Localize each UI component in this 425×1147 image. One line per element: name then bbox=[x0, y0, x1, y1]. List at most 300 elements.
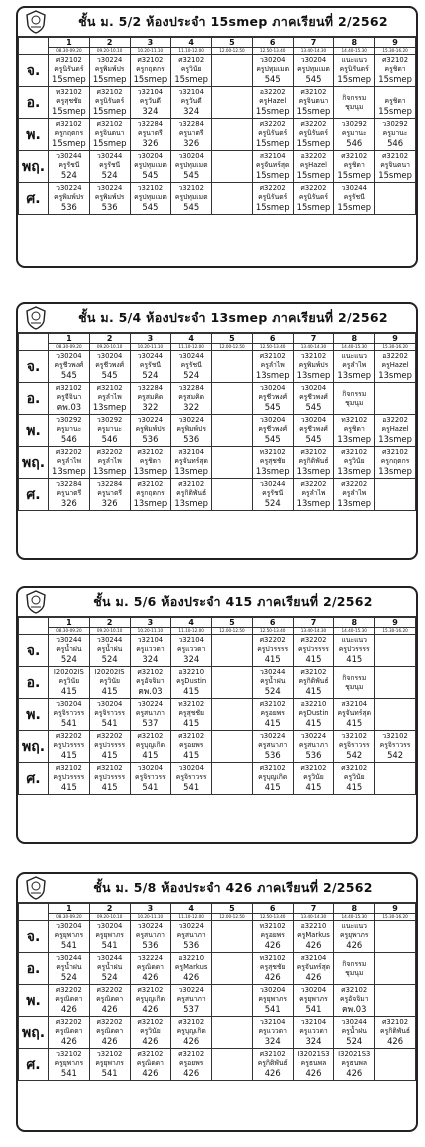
subject-code: ว30244 bbox=[96, 954, 123, 962]
period-number: 6 bbox=[252, 904, 293, 914]
teacher-name: ครูนิรันดร์ bbox=[95, 97, 125, 105]
day-label: พ. bbox=[19, 119, 49, 151]
day-label: จ. bbox=[19, 635, 49, 667]
room-number: 15smep bbox=[296, 170, 331, 180]
room-number: 524 bbox=[101, 972, 118, 982]
subject-code: ศ32102 bbox=[96, 764, 123, 772]
subject-code: ว32104 bbox=[178, 88, 204, 96]
room-number: 541 bbox=[183, 782, 200, 792]
school-logo-icon bbox=[24, 306, 48, 330]
timetable-title: ชั้น ม. 5/8 ห้องประจำ 426 ภาคเรียนที่ 2/2562 bbox=[93, 880, 373, 895]
room-number: 326 bbox=[142, 138, 159, 148]
room-number: 324 bbox=[183, 654, 200, 664]
class-slot bbox=[171, 415, 212, 447]
teacher-name: ครูอยพร bbox=[260, 709, 285, 717]
subject-code: ว32224 bbox=[137, 954, 164, 962]
subject-code: ส32104 bbox=[300, 954, 327, 962]
room-number: 541 bbox=[142, 782, 159, 792]
teacher-name: ครูลำไพ bbox=[56, 457, 81, 465]
class-slot bbox=[89, 151, 130, 183]
subject-code: แนะแนว bbox=[341, 636, 367, 644]
subject-code: ศ32202 bbox=[300, 636, 327, 644]
day-label: จ. bbox=[19, 351, 49, 383]
room-number: 536 bbox=[142, 434, 159, 444]
teacher-name: ครูวันดี bbox=[139, 97, 161, 105]
teacher-name: ครูปวรรรร bbox=[338, 645, 370, 653]
room-number: 524 bbox=[101, 654, 118, 664]
class-slot bbox=[212, 119, 253, 151]
teacher-name: ครูแววดา bbox=[176, 645, 206, 653]
subject-code: ศ32102 bbox=[259, 764, 286, 772]
subject-code: แนะแนว bbox=[341, 352, 367, 360]
subject-code: ศ32202 bbox=[96, 986, 123, 994]
teacher-name: ครูปวรรรร bbox=[53, 773, 85, 781]
subject-code: ว30204 bbox=[259, 384, 286, 392]
room-number: 15smep bbox=[296, 106, 331, 116]
timetable-card bbox=[16, 586, 418, 844]
room-number: 426 bbox=[346, 940, 363, 950]
period-time: 13.40-14.30 bbox=[293, 914, 334, 921]
period-number: 5 bbox=[212, 904, 253, 914]
class-slot bbox=[49, 1049, 90, 1081]
teacher-name: ชุมนุม bbox=[345, 968, 364, 977]
teacher-name: ครูปทุมเมต bbox=[174, 161, 208, 169]
corner-cell bbox=[19, 334, 49, 351]
teacher-name: ครูลำไพ bbox=[97, 393, 122, 401]
room-number: 13smep bbox=[133, 466, 168, 476]
teacher-name: ครูนาตรี bbox=[138, 129, 163, 137]
period-number: 1 bbox=[49, 904, 90, 914]
class-slot bbox=[130, 119, 171, 151]
period-time: 08.30-09.20 bbox=[49, 628, 90, 635]
subject-code: ว30204 bbox=[137, 152, 164, 160]
class-slot bbox=[89, 985, 130, 1017]
class-slot bbox=[293, 1017, 334, 1049]
room-number: 426 bbox=[183, 1068, 200, 1078]
class-slot bbox=[212, 921, 253, 953]
teacher-name: ครูรัชนี bbox=[139, 361, 161, 369]
period-time-row bbox=[19, 344, 416, 351]
subject-code: ศ32102 bbox=[137, 1018, 164, 1026]
day-row bbox=[19, 383, 416, 415]
teacher-name: ครูนิรันดร์ bbox=[339, 65, 369, 73]
class-slot bbox=[212, 1049, 253, 1081]
subject-code: ว30292 bbox=[341, 120, 367, 128]
class-slot bbox=[130, 667, 171, 699]
class-slot bbox=[171, 479, 212, 511]
subject-code: ท32102 bbox=[259, 954, 286, 962]
subject-code: ว32102 bbox=[137, 184, 164, 192]
class-slot bbox=[293, 953, 334, 985]
subject-code: ว30204 bbox=[137, 764, 164, 772]
subject-code: อ32202 bbox=[382, 352, 408, 360]
period-number: 6 bbox=[252, 38, 293, 48]
teacher-name: ครูนาตรี bbox=[178, 129, 204, 137]
class-slot bbox=[293, 985, 334, 1017]
room-number: 545 bbox=[183, 202, 200, 212]
class-slot bbox=[375, 55, 416, 87]
period-number: 6 bbox=[252, 618, 293, 628]
period-number: 1 bbox=[49, 334, 90, 344]
subject-code: ศ32102 bbox=[55, 764, 82, 772]
class-slot bbox=[375, 985, 416, 1017]
teacher-name: ครูรัชนี bbox=[58, 161, 80, 169]
teacher-name: ครูชีวพงศ์ bbox=[299, 425, 328, 433]
room-number: 426 bbox=[264, 972, 281, 982]
teacher-name: ครูนิรันดร์ bbox=[258, 193, 288, 201]
teacher-name: ครูสุชชัย bbox=[178, 709, 204, 717]
teacher-name: ครูแววดา bbox=[136, 645, 165, 653]
teacher-name: ครูนิรันดร์ bbox=[298, 129, 329, 137]
day-label: ศ. bbox=[19, 183, 49, 215]
teacher-name: ครูMarkus bbox=[174, 963, 208, 971]
subject-code: ศ32102 bbox=[55, 120, 82, 128]
class-slot bbox=[252, 763, 293, 795]
day-row bbox=[19, 635, 416, 667]
room-number: 13smep bbox=[255, 370, 290, 380]
subject-code: ท32102 bbox=[178, 700, 205, 708]
day-row bbox=[19, 953, 416, 985]
class-slot bbox=[49, 183, 90, 215]
room-number: 13smep bbox=[378, 434, 412, 444]
teacher-name: ครูวินัย bbox=[180, 65, 202, 73]
subject-code: ศ32202 bbox=[300, 184, 327, 192]
subject-code: ท32102 bbox=[259, 448, 286, 456]
subject-code: กิจกรรม bbox=[342, 93, 367, 102]
day-label: อ. bbox=[19, 383, 49, 415]
room-number: 426 bbox=[264, 940, 281, 950]
teacher-name: ครูพิมพ์ปร bbox=[135, 425, 166, 433]
period-time: 09.20-10.10 bbox=[89, 48, 130, 55]
class-slot bbox=[212, 183, 253, 215]
class-slot bbox=[293, 763, 334, 795]
teacher-name: ครูDustin bbox=[176, 677, 207, 685]
teacher-name: ชุมนุม bbox=[345, 682, 364, 691]
class-slot bbox=[89, 415, 130, 447]
class-slot bbox=[49, 985, 90, 1017]
teacher-name: ครูยุพาภร bbox=[95, 1059, 124, 1067]
period-time: 12.00-12.50 bbox=[212, 48, 253, 55]
corner-cell bbox=[19, 38, 49, 55]
teacher-name: ครูปทุมเมต bbox=[134, 161, 167, 169]
room-number: 536 bbox=[264, 750, 281, 760]
class-slot bbox=[130, 447, 171, 479]
room-number: 541 bbox=[60, 1068, 77, 1078]
teacher-name: ครูอยพร bbox=[178, 741, 204, 749]
subject-code: ว32104 bbox=[137, 88, 164, 96]
room-number: 546 bbox=[60, 434, 77, 444]
class-slot bbox=[334, 55, 375, 87]
teacher-name: ครูอยพร bbox=[178, 1059, 204, 1067]
day-row bbox=[19, 1017, 416, 1049]
class-slot bbox=[334, 635, 375, 667]
class-slot bbox=[252, 151, 293, 183]
class-slot bbox=[212, 383, 253, 415]
period-time: 14.40-15.30 bbox=[334, 914, 375, 921]
subject-code: ว30204 bbox=[56, 922, 82, 930]
timetable-title: ชั้น ม. 5/6 ห้องประจำ 415 ภาคเรียนที่ 2/2562 bbox=[93, 594, 373, 609]
class-slot bbox=[130, 87, 171, 119]
teacher-name: ครูณิดดา bbox=[96, 995, 124, 1003]
teacher-name: ครูมานะ bbox=[382, 129, 408, 137]
teacher-name: ครูธนพล bbox=[300, 1059, 327, 1067]
class-slot bbox=[293, 55, 334, 87]
room-number: 15smep bbox=[52, 74, 86, 84]
teacher-name: ครูจันทร์สุด bbox=[296, 963, 331, 971]
subject-code: ว30204 bbox=[300, 384, 327, 392]
teacher-name: ครูแววดา bbox=[299, 1027, 328, 1035]
subject-code: ว32284 bbox=[137, 120, 164, 128]
timetable-header bbox=[18, 874, 416, 903]
subject-code: ว32102 bbox=[382, 732, 408, 740]
room-number: 13smep bbox=[337, 498, 372, 508]
class-slot bbox=[375, 151, 416, 183]
class-slot bbox=[89, 1017, 130, 1049]
timetable-header bbox=[18, 8, 416, 37]
period-time-row bbox=[19, 48, 416, 55]
room-number: 524 bbox=[60, 170, 77, 180]
class-slot bbox=[171, 921, 212, 953]
subject-code: ศ32102 bbox=[259, 352, 286, 360]
class-slot bbox=[212, 415, 253, 447]
room-number: 426 bbox=[101, 1004, 118, 1014]
room-number: 13smep bbox=[378, 370, 412, 380]
room-number: 13smep bbox=[296, 498, 331, 508]
room-number: 13smep bbox=[337, 466, 372, 476]
teacher-name: ครูHazel bbox=[259, 97, 287, 105]
teacher-name: ครูวินัย bbox=[303, 773, 324, 781]
teacher-name: ครูปทุมเมต bbox=[174, 193, 208, 201]
subject-code: ศ32102 bbox=[137, 1050, 164, 1058]
room-number: 415 bbox=[183, 686, 200, 696]
class-slot bbox=[293, 667, 334, 699]
room-number: 536 bbox=[101, 202, 118, 212]
room-number: 324 bbox=[142, 654, 159, 664]
period-number: 5 bbox=[212, 334, 253, 344]
subject-code: ว30204 bbox=[96, 352, 123, 360]
class-slot bbox=[171, 985, 212, 1017]
teacher-name: ครูชิดา bbox=[384, 97, 406, 105]
room-number: 13smep bbox=[92, 402, 127, 412]
period-time: 08.30-09.20 bbox=[49, 914, 90, 921]
room-number: 541 bbox=[60, 940, 77, 950]
class-slot bbox=[252, 1017, 293, 1049]
room-number: 326 bbox=[101, 498, 118, 508]
day-row bbox=[19, 985, 416, 1017]
class-slot bbox=[49, 667, 90, 699]
room-number: 542 bbox=[346, 750, 363, 760]
teacher-name: ครูสนาภา bbox=[135, 931, 165, 939]
room-number: 13smep bbox=[174, 498, 208, 508]
room-number: 15smep bbox=[92, 106, 127, 116]
class-slot bbox=[334, 87, 375, 119]
subject-code: ศ32102 bbox=[382, 1018, 409, 1026]
subject-code: ว30204 bbox=[259, 56, 286, 64]
subject-code: ว30244 bbox=[96, 636, 123, 644]
class-slot bbox=[375, 667, 416, 699]
teacher-name: ครูสนาภา bbox=[176, 995, 206, 1003]
class-slot bbox=[171, 183, 212, 215]
teacher-name: ครูกิติพันธ์ bbox=[176, 489, 207, 497]
room-number: 545 bbox=[101, 370, 118, 380]
subject-code: ว30224 bbox=[300, 732, 327, 740]
day-label: อ. bbox=[19, 953, 49, 985]
class-slot bbox=[252, 351, 293, 383]
teacher-name: ครูจิราวรร bbox=[379, 741, 411, 749]
room-number: 426 bbox=[305, 940, 322, 950]
class-slot bbox=[89, 667, 130, 699]
room-number: 541 bbox=[101, 1068, 118, 1078]
timetable-title: ชั้น ม. 5/2 ห้องประจำ 15smep ภาคเรียนที่ 2/2562 bbox=[78, 14, 388, 29]
class-slot bbox=[334, 119, 375, 151]
subject-code: ส32104 bbox=[178, 448, 205, 456]
slot-blank bbox=[375, 669, 415, 678]
subject-code: ศ32102 bbox=[96, 120, 123, 128]
teacher-name: ครูสุชชัย bbox=[259, 457, 286, 465]
period-time: 11.10-12.00 bbox=[171, 914, 212, 921]
teacher-name: ครูสุชชัย bbox=[259, 963, 286, 971]
day-row bbox=[19, 1049, 416, 1081]
subject-code: ท32102 bbox=[259, 922, 286, 930]
subject-code: อ32202 bbox=[300, 152, 327, 160]
room-number: 15smep bbox=[296, 202, 331, 212]
room-number: 415 bbox=[264, 654, 281, 664]
class-slot bbox=[89, 953, 130, 985]
room-number: 546 bbox=[101, 434, 118, 444]
class-slot bbox=[375, 87, 416, 119]
class-slot bbox=[49, 1017, 90, 1049]
room-number: 324 bbox=[305, 1036, 322, 1046]
subject-code: ว30204 bbox=[300, 56, 327, 64]
class-slot bbox=[375, 415, 416, 447]
class-slot bbox=[252, 119, 293, 151]
period-time: 12.50-13.40 bbox=[252, 914, 293, 921]
class-slot bbox=[375, 921, 416, 953]
teacher-name: ครูชีวพงศ์ bbox=[258, 425, 288, 433]
teacher-name: ครูสนาภา bbox=[298, 741, 329, 749]
class-slot bbox=[293, 635, 334, 667]
room-number: 546 bbox=[346, 138, 363, 148]
class-slot bbox=[130, 183, 171, 215]
room-number: 545 bbox=[264, 74, 281, 84]
period-number: 9 bbox=[375, 38, 416, 48]
subject-code: ศ32102 bbox=[137, 986, 164, 994]
day-label: พ. bbox=[19, 415, 49, 447]
period-time: 14.40-15.30 bbox=[334, 344, 375, 351]
class-slot bbox=[293, 921, 334, 953]
day-label: ศ. bbox=[19, 479, 49, 511]
room-number: 13smep bbox=[92, 466, 127, 476]
class-slot bbox=[89, 731, 130, 763]
teacher-name: ครูMarkus bbox=[297, 931, 330, 939]
subject-code: ว30204 bbox=[300, 986, 327, 994]
period-number-row bbox=[19, 38, 416, 48]
class-slot bbox=[375, 635, 416, 667]
subject-code: ว30224 bbox=[96, 184, 123, 192]
room-number: 524 bbox=[264, 686, 281, 696]
subject-code: ว30224 bbox=[137, 416, 164, 424]
class-slot bbox=[49, 731, 90, 763]
teacher-name: ครูวันดี bbox=[180, 97, 202, 105]
period-time: 11.10-12.00 bbox=[171, 48, 212, 55]
room-number: 426 bbox=[183, 972, 200, 982]
subject-code: ศ32102 bbox=[259, 700, 286, 708]
class-slot bbox=[334, 183, 375, 215]
room-number: 15smep bbox=[92, 138, 127, 148]
day-label: พฤ. bbox=[19, 447, 49, 479]
class-slot bbox=[130, 479, 171, 511]
room-number: 415 bbox=[346, 654, 363, 664]
period-number: 2 bbox=[89, 38, 130, 48]
class-slot bbox=[375, 1017, 416, 1049]
room-number: 415 bbox=[183, 718, 200, 728]
class-slot bbox=[171, 1049, 212, 1081]
class-slot bbox=[171, 151, 212, 183]
period-number: 2 bbox=[89, 618, 130, 628]
class-slot bbox=[252, 699, 293, 731]
subject-code: ว30224 bbox=[56, 184, 82, 192]
teacher-name: ครูสมคิด bbox=[178, 393, 205, 401]
period-number-row bbox=[19, 904, 416, 914]
class-slot bbox=[375, 731, 416, 763]
room-number: 524 bbox=[183, 370, 200, 380]
period-time: 10.20-11.10 bbox=[130, 344, 171, 351]
period-number: 9 bbox=[375, 334, 416, 344]
class-slot bbox=[171, 699, 212, 731]
subject-code: ศ32202 bbox=[259, 636, 286, 644]
subject-code: ว30204 bbox=[56, 352, 82, 360]
day-label: ศ. bbox=[19, 763, 49, 795]
room-number: 15smep bbox=[255, 106, 290, 116]
day-label: พฤ. bbox=[19, 1017, 49, 1049]
class-slot bbox=[49, 119, 90, 151]
day-row bbox=[19, 119, 416, 151]
teacher-name: ครูอัจจิมา bbox=[136, 677, 165, 685]
subject-code: ว30224 bbox=[259, 732, 286, 740]
class-slot bbox=[130, 985, 171, 1017]
subject-code: ว30204 bbox=[56, 700, 82, 708]
room-number: 15smep bbox=[378, 74, 412, 84]
class-slot bbox=[171, 383, 212, 415]
class-slot bbox=[334, 1049, 375, 1081]
room-number: 524 bbox=[264, 498, 281, 508]
period-number-row bbox=[19, 618, 416, 628]
teacher-name: ครูHazel bbox=[381, 425, 409, 433]
subject-code: ศ32102 bbox=[300, 88, 327, 96]
class-slot bbox=[375, 1049, 416, 1081]
teacher-name: ครูจันทร์สุด bbox=[174, 457, 208, 465]
room-number: 426 bbox=[142, 1036, 159, 1046]
teacher-name: ครูลำไพ bbox=[301, 489, 326, 497]
class-slot bbox=[212, 87, 253, 119]
subject-code: ว32102 bbox=[56, 1050, 82, 1058]
subject-code: ว30224 bbox=[137, 922, 164, 930]
class-slot bbox=[334, 1017, 375, 1049]
class-slot bbox=[252, 921, 293, 953]
teacher-name: ครูนิรันดร์ bbox=[298, 193, 329, 201]
class-slot bbox=[89, 55, 130, 87]
subject-code: I20202IS bbox=[94, 668, 125, 676]
day-row bbox=[19, 183, 416, 215]
room-number: 13smep bbox=[378, 466, 412, 476]
period-time: 15.30-16.20 bbox=[375, 344, 416, 351]
class-slot bbox=[49, 415, 90, 447]
class-slot bbox=[293, 447, 334, 479]
class-slot bbox=[212, 1017, 253, 1049]
class-slot bbox=[252, 479, 293, 511]
slot-blank bbox=[375, 955, 415, 964]
teacher-name: ครูปทุมเมต bbox=[134, 193, 167, 201]
